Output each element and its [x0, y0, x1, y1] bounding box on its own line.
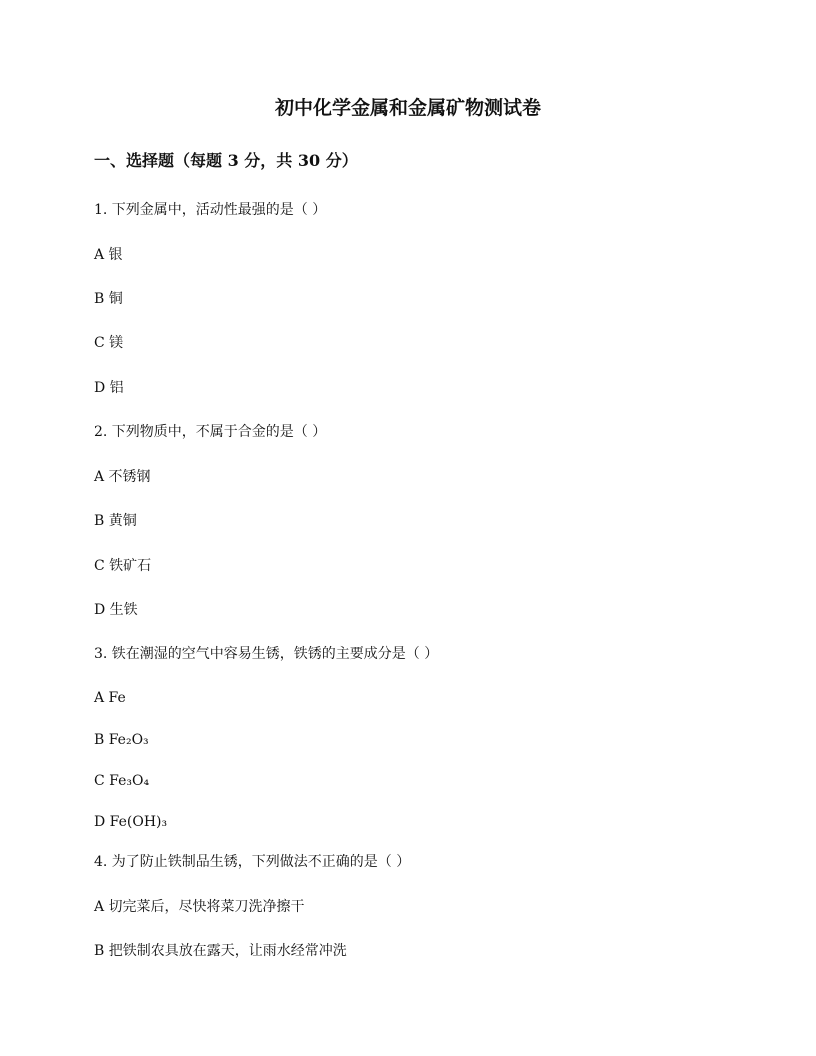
question-3-option-b: B Fe₂O₃	[94, 732, 149, 748]
question-3-option-c: C Fe₃O₄	[94, 773, 150, 789]
question-1-option-b: B 铜	[94, 291, 123, 307]
page-title: 初中化学金属和金属矿物测试卷	[274, 97, 541, 119]
question-2-stem: 2. 下列物质中，不属于合金的是（ ）	[94, 424, 327, 440]
question-1-stem: 1. 下列金属中，活动性最强的是（ ）	[94, 202, 327, 218]
question-4-option-a: A 切完菜后，尽快将菜刀洗净擦干	[94, 899, 305, 915]
section-heading	[94, 150, 358, 172]
question-1-option-c: C 镁	[94, 335, 124, 351]
question-3-option-d: D Fe(OH)₃	[94, 814, 168, 830]
question-3-stem: 3. 铁在潮湿的空气中容易生锈，铁锈的主要成分是（ ）	[94, 646, 439, 662]
question-1-option-d: D 铝	[94, 380, 124, 396]
question-2-option-a: A 不锈钢	[94, 469, 151, 485]
question-2-option-b: B 黄铜	[94, 513, 137, 529]
question-2-option-c: C 铁矿石	[94, 558, 152, 574]
section-heading-label: 一、选择题	[94, 151, 175, 170]
section-scoring-note: （每题 3 分，共 30 分）	[174, 151, 358, 170]
question-1-option-a: A 银	[94, 247, 123, 263]
question-3-option-a: A Fe	[94, 690, 126, 706]
question-4-stem: 4. 为了防止铁制品生锈，下列做法不正确的是（ ）	[94, 854, 411, 870]
question-4-option-b: B 把铁制农具放在露天，让雨水经常冲洗	[94, 943, 347, 959]
question-2-option-d: D 生铁	[94, 602, 138, 618]
